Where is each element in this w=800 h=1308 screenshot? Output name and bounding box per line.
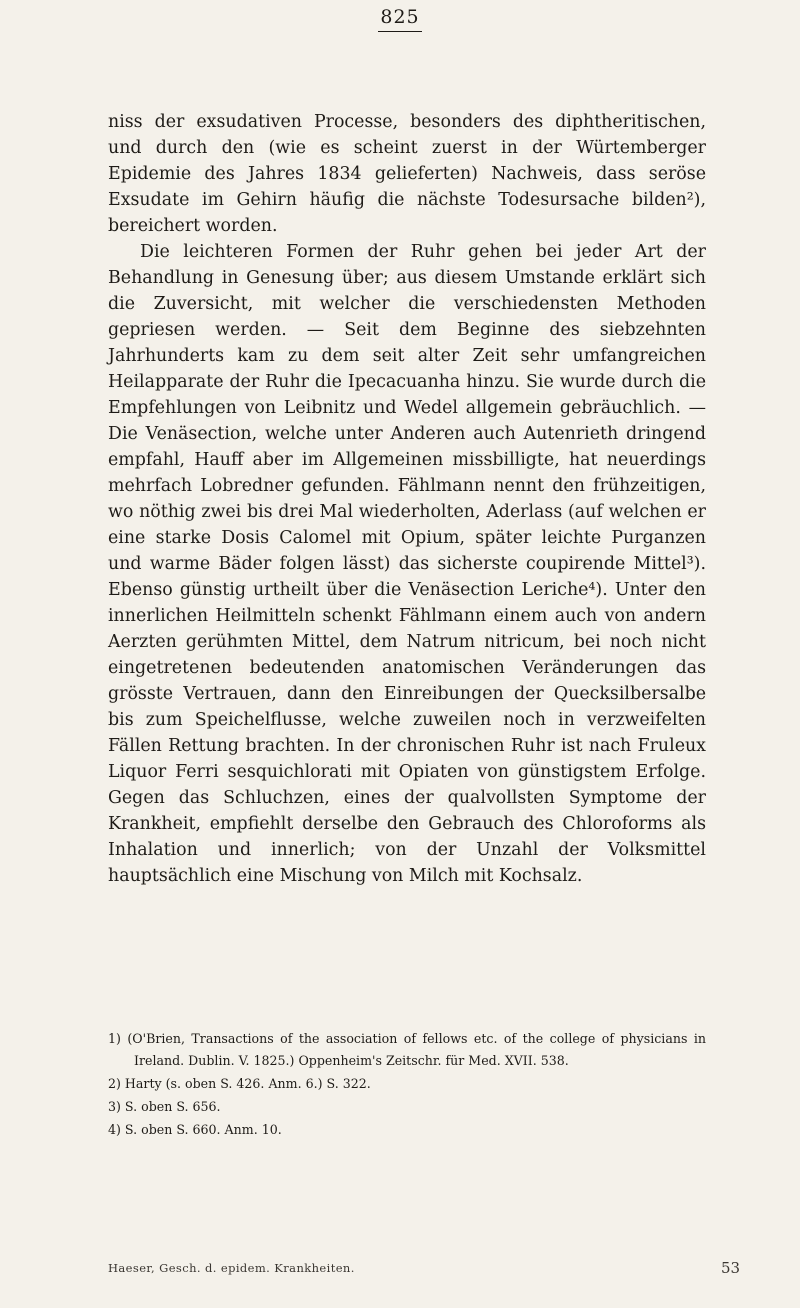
- page-number: 825: [0, 6, 800, 28]
- body-text: [108, 109, 706, 889]
- footnote-1: 1) (O'Brien, Transactions of the association of fellows etc. of the college of physicians in Ireland. Dublin. V. 1825.) Oppenheim's Zeitschr. für Med. XVII. 538.: [108, 1031, 706, 1068]
- paragraph-2: Die leichteren Formen der Ruhr gehen bei jeder Art der Behandlung in Genesung über; aus diesem Umstande erklärt sich die Zuversicht, mit welcher die verschiedensten Methoden gepriesen werden. — Seit dem Beginne des siebzehnten Jahrhunderts kam zu dem seit alter Zeit sehr umfangreichen Heilapparate der Ruhr die Ipecacuanha hinzu. Sie wurde durch die Empfehlungen von Leibnitz und Wedel allgemein gebräuchlich. — Die Venäsection, welche unter Anderen auch Autenrieth dringend empfahl, Hauff aber im Allgemeinen missbilligte, hat neuerdings mehrfach Lobredner gefunden. Fählmann nennt den frühzeitigen, wo nöthig zwei bis drei Mal wiederholten, Aderlass (auf welchen er eine starke Dosis Calomel mit Opium, später leichte Purganzen und warme Bäder folgen lässt) das sicherste coupirende Mittel³). Ebenso günstig urtheilt über die Venäsection Leriche⁴). Unter den innerlichen Heilmitteln schenkt Fählmann einem auch von andern Aerzten gerühmten Mittel, dem Natrum nitricum, bei noch nicht eingetretenen bedeutenden anatomischen Veränderungen das grösste Vertrauen, dann den Einreibungen der Quecksilbersalbe bis zum Speichelflusse, welche zuweilen noch in verzweifelten Fällen Rettung brachten. In der chronischen Ruhr ist nach Fruleux Liquor Ferri sesquichlorati mit Opiaten von günstigstem Erfolge. Gegen das Schluchzen, eines der qualvollsten Symptome der Krankheit, empfiehlt derselbe den Gebrauch des Chloroforms als Inhalation und innerlich; von der Unzahl der Volksmittel hauptsächlich eine Mischung von Milch mit Kochsalz.: [108, 242, 706, 886]
- footnotes: [108, 1028, 706, 1141]
- signature-mark: 53: [721, 1259, 741, 1277]
- running-footer: Haeser, Gesch. d. epidem. Krankheiten.: [108, 1261, 355, 1275]
- footnote-2: 2) Harty (s. oben S. 426. Anm. 6.) S. 322.: [108, 1076, 371, 1091]
- footnote-3: 3) S. oben S. 656.: [108, 1099, 221, 1114]
- paragraph-1: niss der exsudativen Processe, besonders des diphtheritischen, und durch den (wie es scheint zuerst in der Würtemberger Epidemie des Jahres 1834 gelieferten) Nachweis, dass seröse Exsudate im Gehirn häufig die nächste Todesursache bilden²), bereichert worden.: [108, 112, 706, 236]
- footnote-4: 4) S. oben S. 660. Anm. 10.: [108, 1122, 282, 1137]
